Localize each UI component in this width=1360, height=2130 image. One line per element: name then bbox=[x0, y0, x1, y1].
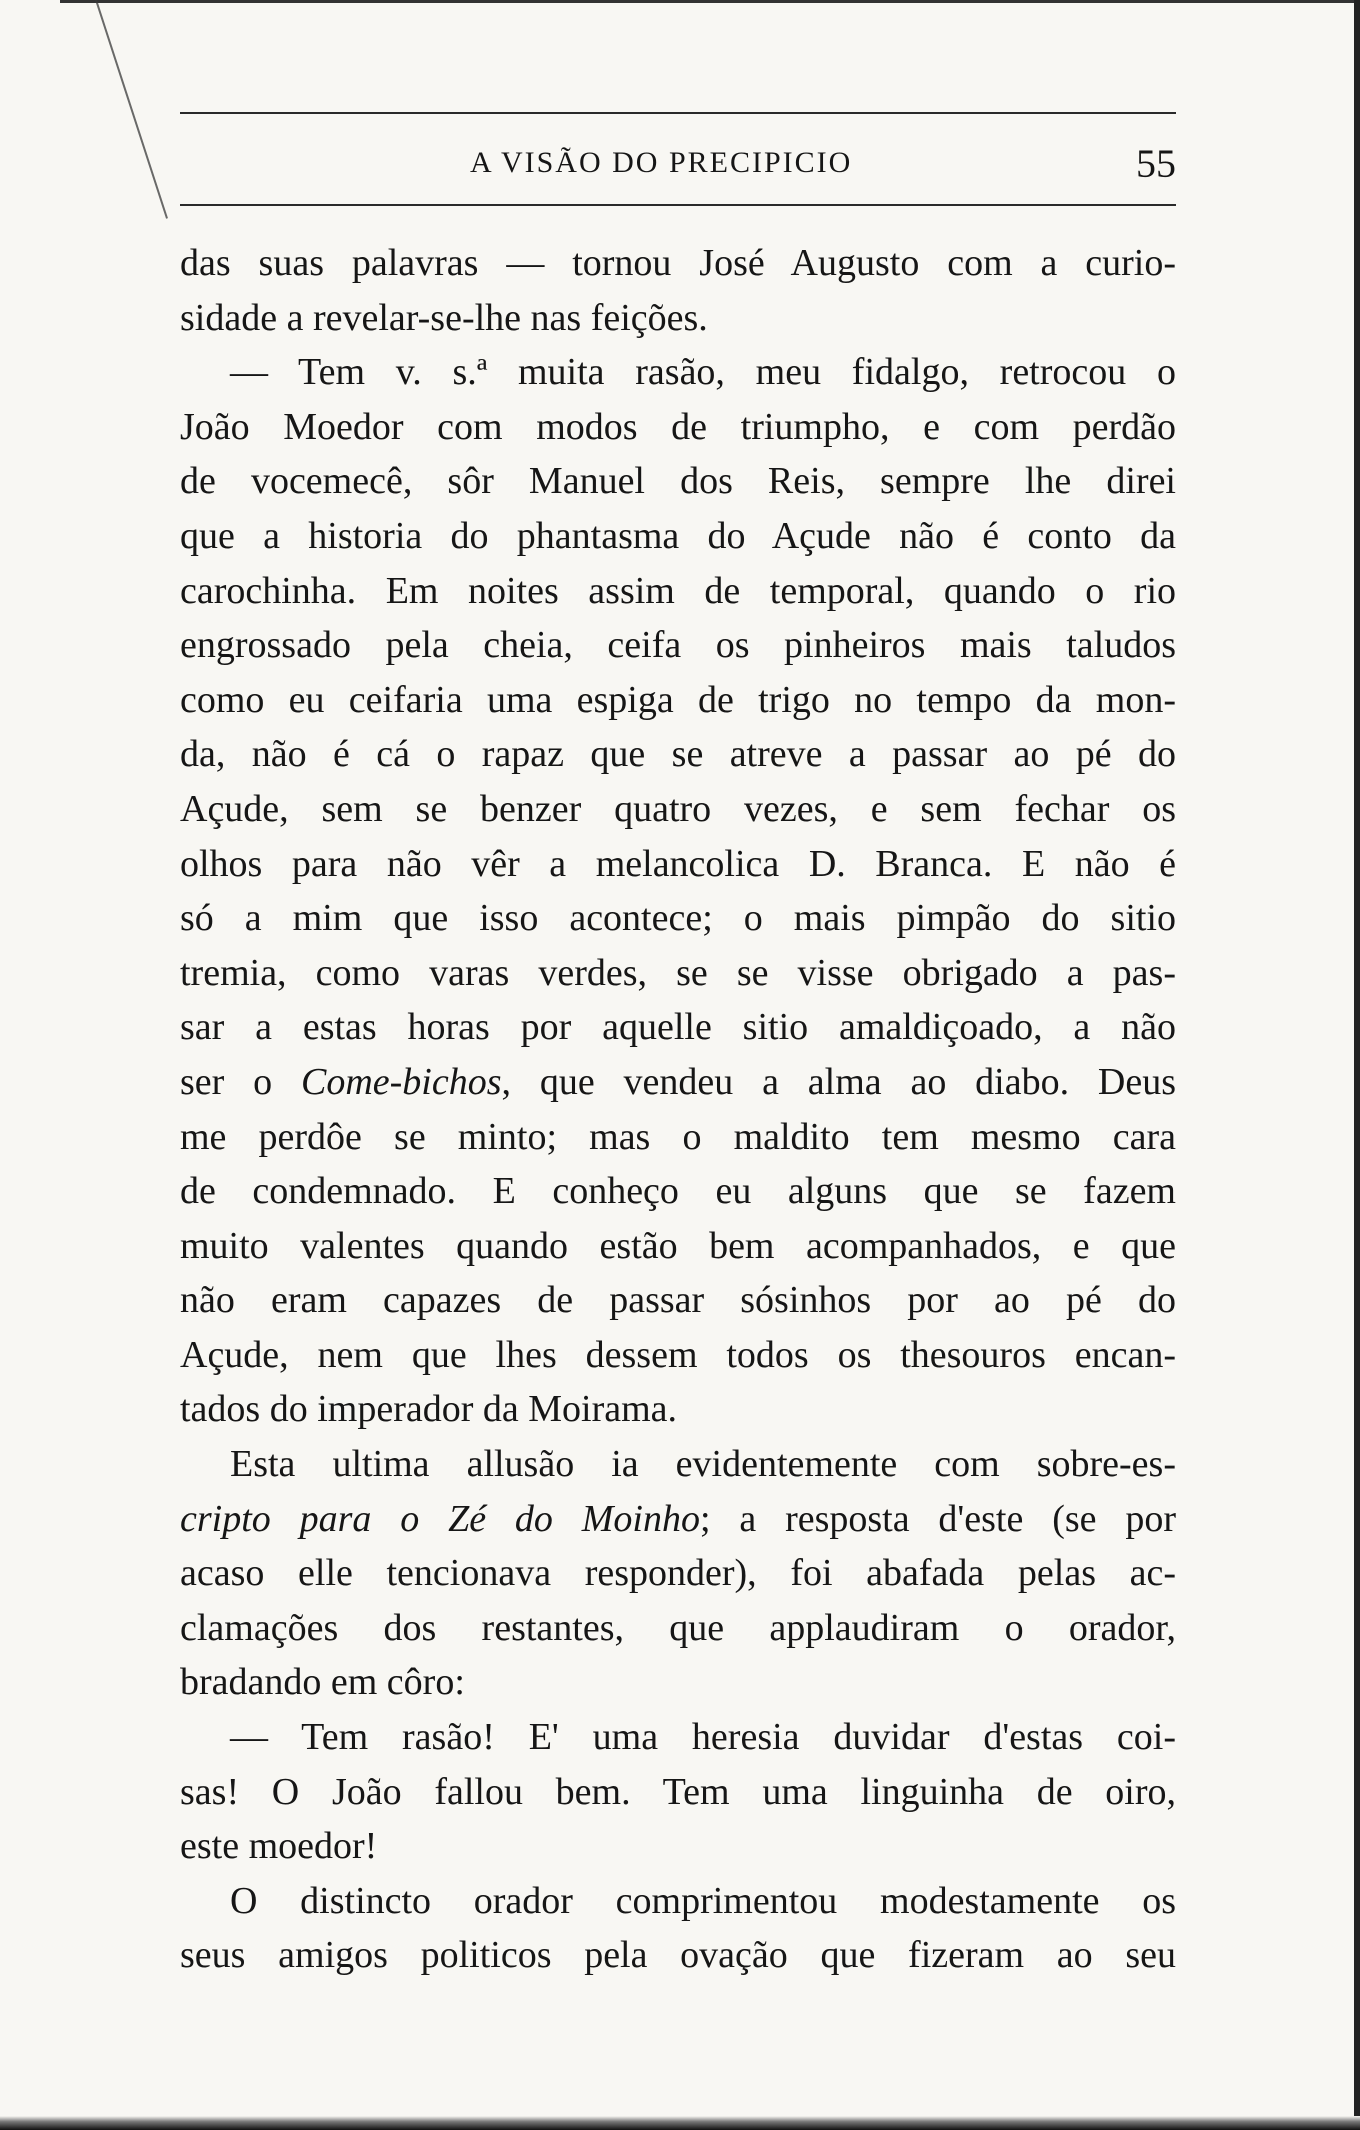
running-title: A VISÃO DO PRECIPICIO bbox=[470, 146, 853, 179]
text-line: da, não é cá o rapaz que se atreve a passar ao pé do bbox=[180, 733, 1176, 776]
page-edge-right bbox=[1354, 0, 1360, 2130]
text-line: me perdôe se minto; mas o maldito tem mesmo cara bbox=[180, 1115, 1176, 1158]
italic-text: cripto para o Zé do Moinho bbox=[180, 1497, 700, 1540]
text-line: de vocemecê, sôr Manuel dos Reis, sempre lhe direi bbox=[180, 460, 1176, 503]
text-line: Açude, nem que lhes dessem todos os thesouros encan- bbox=[180, 1333, 1176, 1376]
text-line: ser o Come-bichos, que vendeu a alma ao diabo. Deus bbox=[180, 1060, 1176, 1103]
text-line: só a mim que isso acontece; o mais pimpão do sitio bbox=[180, 897, 1176, 940]
text-line: João Moedor com modos de triumpho, e com perdão bbox=[180, 405, 1176, 448]
text-line: como eu ceifaria uma espiga de trigo no tempo da mon- bbox=[180, 678, 1176, 721]
text-line: Açude, sem se benzer quatro vezes, e sem fechar os bbox=[180, 787, 1176, 830]
page-edge-bottom bbox=[0, 2116, 1360, 2130]
text-line: Esta ultima allusão ia evidentemente com sobre-es- bbox=[230, 1443, 1176, 1486]
text-line: que a historia do phantasma do Açude não é conto da bbox=[180, 514, 1176, 557]
header-rule-top bbox=[180, 112, 1176, 114]
text-line: O distincto orador comprimentou modestamente os bbox=[230, 1879, 1176, 1922]
text-line: engrossado pela cheia, ceifa os pinheiros mais taludos bbox=[180, 624, 1176, 667]
text-line: sas! O João fallou bem. Tem uma linguinha de oiro, bbox=[180, 1770, 1176, 1813]
page-edge-top bbox=[60, 0, 1360, 3]
text-line: de condemnado. E conheço eu alguns que se fazem bbox=[180, 1170, 1176, 1213]
text-line: este moedor! bbox=[180, 1825, 378, 1868]
scan-scratch-mark bbox=[95, 0, 168, 219]
text-line: sar a estas horas por aquelle sitio amaldiçoado, a não bbox=[180, 1006, 1176, 1049]
body-text bbox=[180, 236, 1176, 1983]
running-header bbox=[180, 140, 1176, 190]
text-line: sidade a revelar-se-lhe nas feições. bbox=[180, 296, 708, 339]
text-line: muito valentes quando estão bem acompanhados, e que bbox=[180, 1224, 1176, 1267]
text-line: carochinha. Em noites assim de temporal, quando o rio bbox=[180, 569, 1176, 612]
text-line: das suas palavras — tornou José Augusto com a curio- bbox=[180, 242, 1176, 284]
text-line: clamações dos restantes, que applaudiram o orador, bbox=[180, 1606, 1176, 1649]
text-line: tados do imperador da Moirama. bbox=[180, 1388, 678, 1431]
text-line: olhos para não vêr a melancolica D. Branca. E não é bbox=[180, 842, 1176, 885]
text-line: bradando em côro: bbox=[180, 1661, 465, 1704]
text-line: acaso elle tencionava responder), foi abafada pelas ac- bbox=[180, 1552, 1176, 1595]
text-line: cripto para o Zé do Moinho; a resposta d'este (se por bbox=[180, 1497, 1176, 1540]
page-number: 55 bbox=[1136, 141, 1176, 186]
text-line: — Tem v. s.ª muita rasão, meu fidalgo, retrocou o bbox=[230, 351, 1176, 394]
text-line: — Tem rasão! E' uma heresia duvidar d'estas coi- bbox=[230, 1716, 1176, 1759]
header-rule-bottom bbox=[180, 204, 1176, 206]
text-line: não eram capazes de passar sósinhos por ao pé do bbox=[180, 1279, 1176, 1322]
text-line: seus amigos politicos pela ovação que fizeram ao seu bbox=[180, 1934, 1176, 1977]
text-line: tremia, como varas verdes, se se visse obrigado a pas- bbox=[180, 951, 1176, 994]
italic-text: Come-bichos bbox=[300, 1060, 502, 1103]
